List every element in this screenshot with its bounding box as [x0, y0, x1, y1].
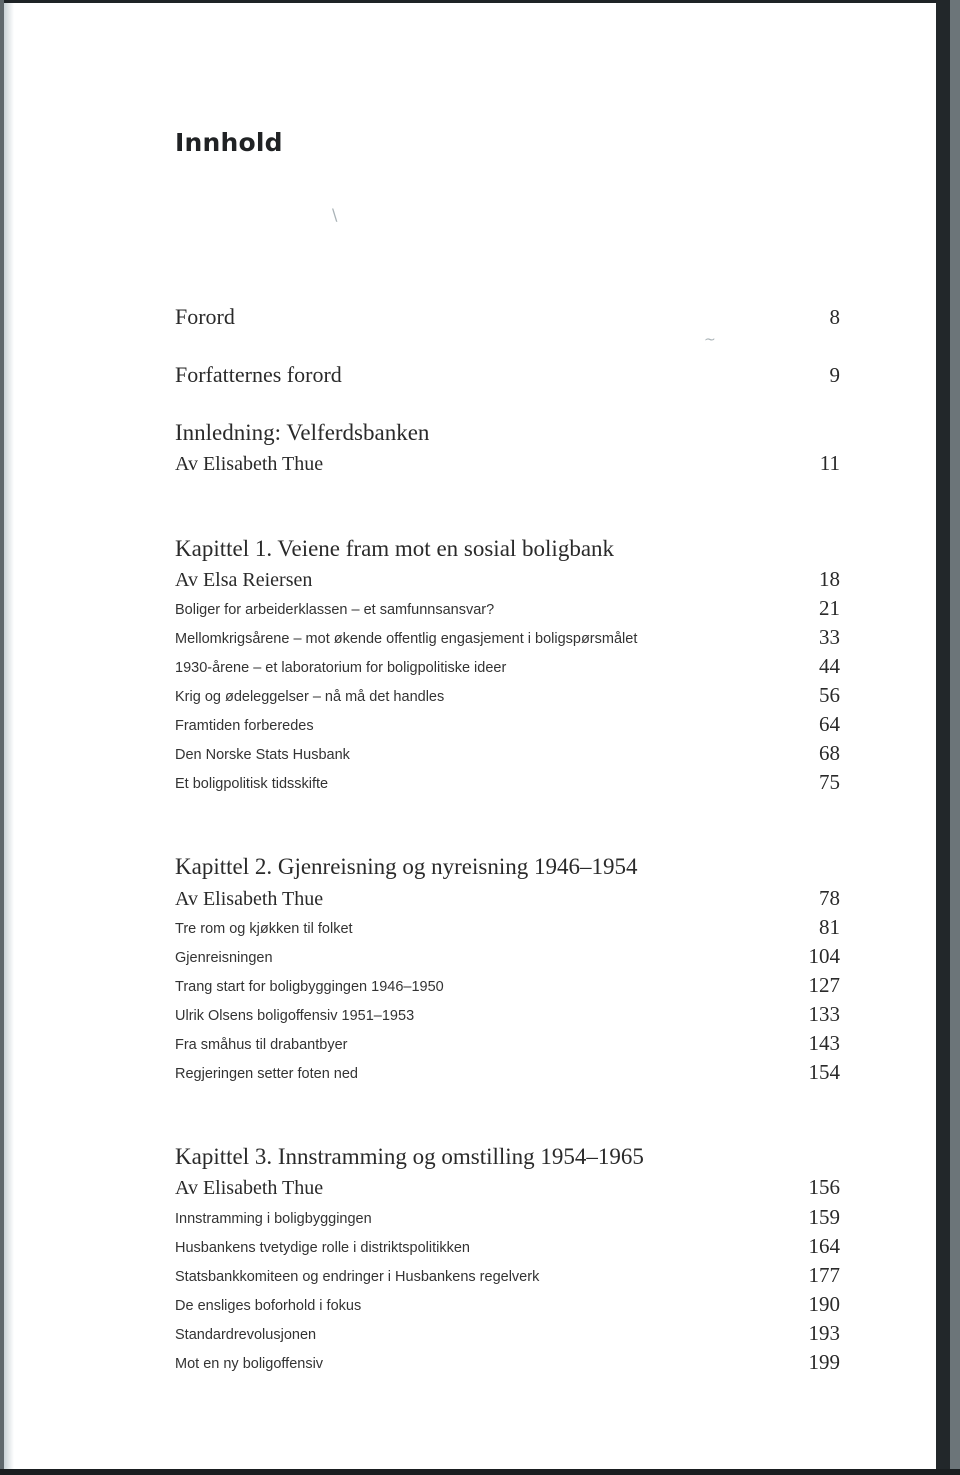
toc-section	[175, 1231, 840, 1259]
toc-section	[175, 709, 840, 737]
toc-chapter-2-author	[175, 883, 840, 911]
section-title: Tre rom og kjøkken til folket	[175, 921, 353, 937]
toc-chapter-1-heading	[175, 534, 840, 562]
toc-page-number: 154	[808, 1060, 840, 1084]
toc-page-number: 133	[808, 1002, 840, 1026]
toc-section	[175, 999, 840, 1027]
toc-section	[175, 622, 840, 650]
section-title: Regjeringen setter foten ned	[175, 1066, 358, 1082]
toc-section	[175, 1347, 840, 1375]
toc-page-number: 11	[819, 451, 840, 475]
section-title: Gjenreisningen	[175, 950, 273, 966]
toc-entry-forord	[175, 302, 840, 330]
scan-border-bottom	[0, 1469, 960, 1475]
scan-border-right	[936, 0, 950, 1475]
section-title: Statsbankkomiteen og endringer i Husbankens regelverk	[175, 1269, 540, 1285]
toc-page-number: 177	[808, 1263, 840, 1287]
toc-page-number: 9	[829, 363, 840, 387]
section-title: Et boligpolitisk tidsskifte	[175, 776, 329, 792]
section-title: De ensliges boforhold i fokus	[175, 1298, 362, 1314]
section-title: Boliger for arbeiderklassen – et samfunnsansvar?	[175, 602, 495, 618]
section-title: Innstramming i boligbyggingen	[175, 1211, 372, 1227]
toc-chapter-3-author	[175, 1172, 840, 1200]
toc-section	[175, 680, 840, 708]
toc-section	[175, 970, 840, 998]
toc-section	[175, 941, 840, 969]
section-title: Ulrik Olsens boligoffensiv 1951–1953	[175, 1008, 415, 1024]
chapter-title: Kapittel 2. Gjenreisning og nyreisning 1946–1954	[175, 854, 638, 879]
page-title: Innhold	[175, 128, 283, 157]
toc-page-number: 56	[819, 683, 840, 707]
toc-page-number: 190	[808, 1292, 840, 1316]
toc-section	[175, 1318, 840, 1346]
toc-page-number: 33	[819, 625, 840, 649]
section-title: Standardrevolusjonen	[175, 1327, 317, 1343]
toc-page-number: 81	[819, 915, 840, 939]
toc-section	[175, 767, 840, 795]
toc-entry-forfatternes-forord	[175, 360, 840, 388]
toc-entry-title: Innledning: Velferdsbanken	[175, 420, 430, 445]
section-title: Trang start for boligbyggingen 1946–1950	[175, 979, 444, 995]
section-title: Husbankens tvetydige rolle i distriktspolitikken	[175, 1240, 470, 1256]
chapter-title: Kapittel 3. Innstramming og omstilling 1954–1965	[175, 1144, 644, 1169]
toc-chapter-1-author	[175, 564, 840, 592]
toc-page-number: 44	[819, 654, 840, 678]
toc-page-number: 64	[819, 712, 840, 736]
page-gutter-shadow	[4, 3, 14, 1469]
toc-author: Av Elisabeth Thue	[175, 453, 324, 475]
toc-section	[175, 1289, 840, 1317]
section-title: Framtiden forberedes	[175, 718, 314, 734]
toc-page-number: 8	[829, 305, 840, 329]
toc-section	[175, 738, 840, 766]
toc-page-number: 159	[808, 1205, 840, 1229]
section-title: Mellomkrigsårene – mot økende offentlig engasjement i boligspørsmålet	[175, 631, 638, 647]
toc-page-number: 18	[819, 567, 840, 591]
toc-page-number: 193	[808, 1321, 840, 1345]
toc-chapter-2-heading	[175, 852, 840, 880]
section-title: Mot en ny boligoffensiv	[175, 1356, 324, 1372]
scan-mark: ~	[704, 332, 716, 348]
toc-page-number: 78	[819, 886, 840, 910]
toc-page-number: 164	[808, 1234, 840, 1258]
toc-section	[175, 1057, 840, 1085]
toc-author: Av Elisabeth Thue	[175, 1177, 324, 1199]
chapter-title: Kapittel 1. Veiene fram mot en sosial boligbank	[175, 536, 615, 561]
toc-page-number: 127	[808, 973, 840, 997]
toc-entry-title: Forord	[175, 304, 235, 329]
toc-section	[175, 1202, 840, 1230]
section-title: Fra småhus til drabantbyer	[175, 1037, 348, 1053]
toc-page-number: 21	[819, 596, 840, 620]
toc-section	[175, 593, 840, 621]
toc-page-number: 104	[808, 944, 840, 968]
section-title: 1930-årene – et laboratorium for boligpolitiske ideer	[175, 660, 507, 676]
toc-introduction-heading	[175, 418, 840, 446]
toc-page-number: 75	[819, 770, 840, 794]
toc-entry-title: Forfatternes forord	[175, 362, 342, 387]
toc-section	[175, 651, 840, 679]
scan-mark: \	[332, 205, 338, 224]
toc-introduction-author	[175, 448, 840, 476]
toc-page-number: 68	[819, 741, 840, 765]
toc-page-number: 143	[808, 1031, 840, 1055]
toc-section	[175, 1260, 840, 1288]
toc-page-number: 199	[808, 1350, 840, 1374]
toc-section	[175, 912, 840, 940]
toc-chapter-3-heading	[175, 1142, 840, 1170]
toc-page-number: 156	[808, 1175, 840, 1199]
toc-section	[175, 1028, 840, 1056]
section-title: Den Norske Stats Husbank	[175, 747, 350, 763]
section-title: Krig og ødeleggelser – nå må det handles	[175, 689, 445, 705]
scan-border-right-outer	[950, 0, 960, 1475]
toc-author: Av Elsa Reiersen	[175, 569, 313, 591]
toc-author: Av Elisabeth Thue	[175, 888, 324, 910]
